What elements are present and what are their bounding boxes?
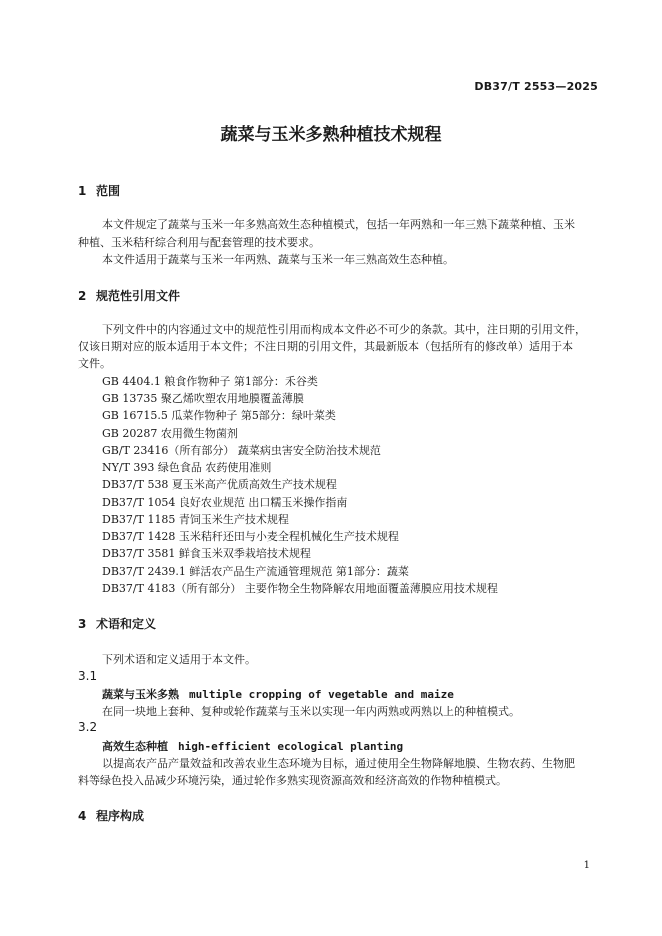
reference-item: GB 4404.1 粮食作物种子 第1部分：禾谷类 xyxy=(102,375,318,388)
section-heading-terms xyxy=(78,615,156,632)
section-number: 2 xyxy=(78,289,87,303)
term-definition-line: 料等绿色投入品减少环境污染，通过轮作多熟实现资源高效和经济高效的作物种植模式。 xyxy=(78,774,507,787)
section-title: 规范性引用文件 xyxy=(96,289,181,303)
normative-intro-line: 文件。 xyxy=(78,357,111,370)
reference-item: GB 20287 农用微生物菌剂 xyxy=(102,427,238,440)
term-name-en: high-efficient ecological planting xyxy=(178,740,404,753)
term-heading xyxy=(102,686,454,702)
reference-item: GB 13735 聚乙烯吹塑农用地膜覆盖薄膜 xyxy=(102,392,304,405)
reference-item: DB37/T 1054 良好农业规范 出口糯玉米操作指南 xyxy=(102,496,348,509)
section-number: 1 xyxy=(78,184,87,198)
term-definition-line: 以提高农产品产量效益和改善农业生态环境为目标，通过使用全生物降解地膜、生物农药、生物肥 xyxy=(102,757,575,770)
terms-intro: 下列术语和定义适用于本文件。 xyxy=(102,653,256,666)
term-number: 3.2 xyxy=(78,720,98,734)
section-title: 术语和定义 xyxy=(96,617,157,631)
term-name-zh: 高效生态种植 xyxy=(102,740,168,753)
reference-item: NY/T 393 绿色食品 农药使用准则 xyxy=(102,461,272,474)
document-title: 蔬菜与玉米多熟种植技术规程 xyxy=(220,125,442,145)
section-number: 3 xyxy=(78,617,87,631)
section-number: 4 xyxy=(78,809,87,823)
reference-item: GB 16715.5 瓜菜作物种子 第5部分：绿叶菜类 xyxy=(102,409,336,422)
reference-item: DB37/T 538 夏玉米高产优质高效生产技术规程 xyxy=(102,478,337,491)
term-heading xyxy=(102,738,403,754)
term-definition: 在同一块地上套种、复种或轮作蔬菜与玉米以实现一年内两熟或两熟以上的种植模式。 xyxy=(102,705,520,718)
standard-code: DB37/T 2553—2025 xyxy=(474,80,598,93)
reference-item: GB/T 23416（所有部分） 蔬菜病虫害安全防治技术规范 xyxy=(102,444,381,457)
normative-intro-line: 下列文件中的内容通过文中的规范性引用而构成本文件必不可少的条款。其中，注日期的引用文件， xyxy=(102,323,586,336)
reference-item: DB37/T 3581 鲜食玉米双季栽培技术规程 xyxy=(102,547,311,560)
reference-item: DB37/T 1428 玉米秸秆还田与小麦全程机械化生产技术规程 xyxy=(102,530,399,543)
section-title: 范围 xyxy=(96,184,121,198)
reference-item: DB37/T 1185 青饲玉米生产技术规程 xyxy=(102,513,289,526)
section-heading-normative-references xyxy=(78,287,180,304)
reference-item: DB37/T 2439.1 鲜活农产品生产流通管理规范 第1部分：蔬菜 xyxy=(102,565,409,578)
section-heading-scope xyxy=(78,182,120,199)
section-title: 程序构成 xyxy=(96,809,145,823)
term-name-en: multiple cropping of vegetable and maize xyxy=(189,688,454,701)
scope-paragraph-line: 种植、玉米秸秆综合利用与配套管理的技术要求。 xyxy=(78,236,320,249)
term-name-zh: 蔬菜与玉米多熟 xyxy=(102,688,179,701)
page-number: 1 xyxy=(583,860,590,871)
reference-item: DB37/T 4183（所有部分） 主要作物全生物降解农用地面覆盖薄膜应用技术规程 xyxy=(102,582,498,595)
scope-paragraph-line: 本文件规定了蔬菜与玉米一年多熟高效生态种植模式，包括一年两熟和一年三熟下蔬菜种植、玉米 xyxy=(102,218,575,231)
section-heading-procedure xyxy=(78,807,144,824)
normative-intro-line: 仅该日期对应的版本适用于本文件；不注日期的引用文件，其最新版本（包括所有的修改单）适用于本 xyxy=(78,340,573,353)
term-number: 3.1 xyxy=(78,669,98,683)
scope-paragraph: 本文件适用于蔬菜与玉米一年两熟、蔬菜与玉米一年三熟高效生态种植。 xyxy=(102,253,454,266)
